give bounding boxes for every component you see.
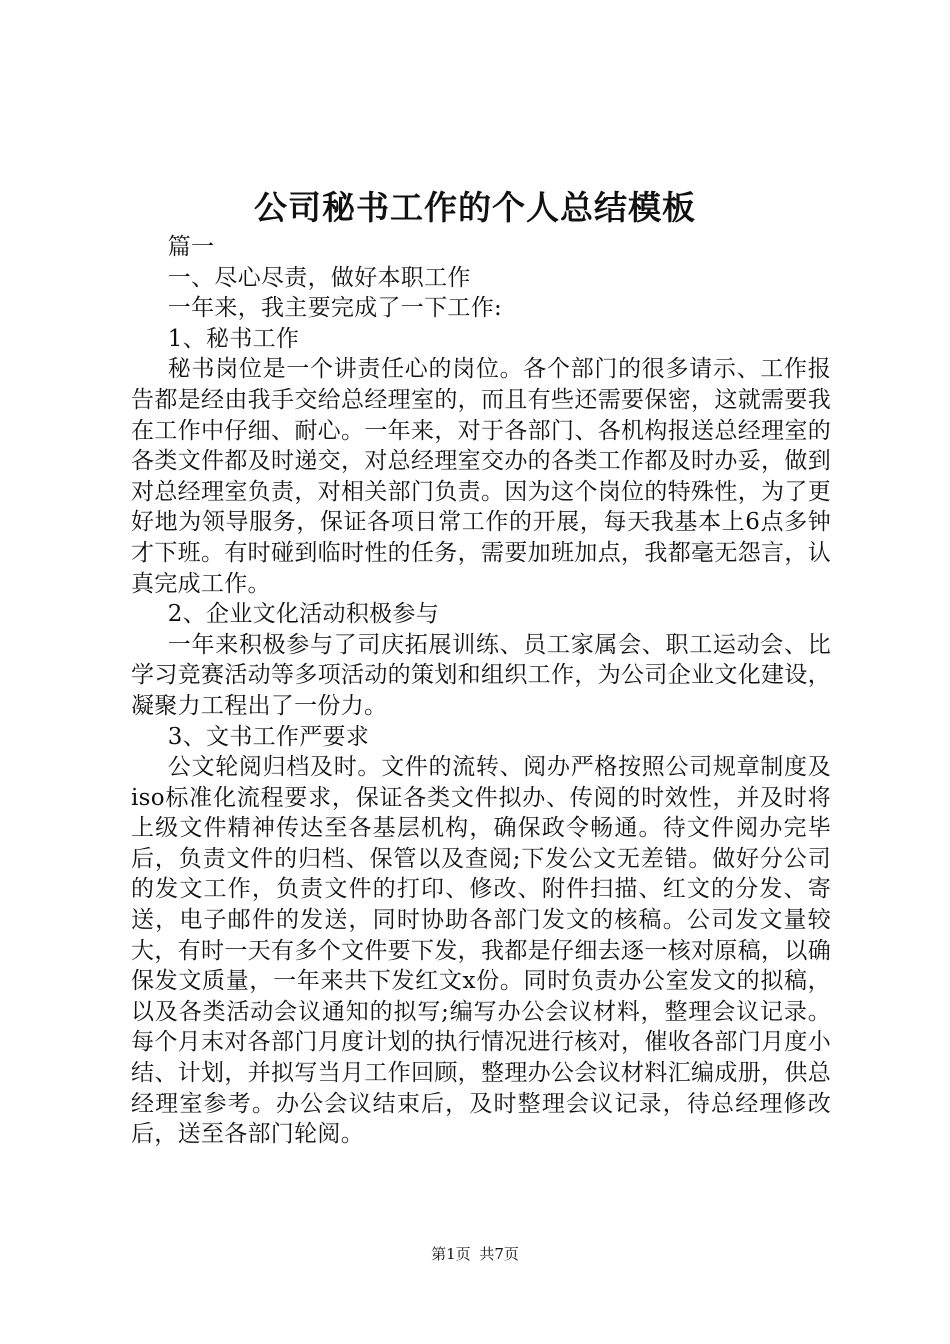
document-title: 公司秘书工作的个人总结模板 xyxy=(254,188,696,227)
section-heading: 一、尽心尽责，做好本职工作 xyxy=(167,264,471,291)
document-body xyxy=(131,232,831,1150)
subsection-heading: 1、秘书工作 xyxy=(167,325,300,352)
body-paragraph: 一年来，我主要完成了一下工作: xyxy=(167,295,503,322)
page-footer xyxy=(0,1243,950,1265)
page-total: 共7页 xyxy=(479,1245,519,1263)
body-paragraph: 一年来积极参与了司庆拓展训练、员工家属会、职工运动会、比学习竞赛活动等多项活动的策划和组织工作，为公司企业文化建设，凝聚力工程出了一份力。 xyxy=(131,631,831,719)
subsection-heading: 2、企业文化活动积极参与 xyxy=(167,601,440,628)
body-paragraph: 秘书岗位是一个讲责任心的岗位。各个部门的很多请示、工作报告都是经由我手交给总经理室的，而且有些还需要保密，这就需要我在工作中仔细、耐心。一年来，对于各部门、各机构报送总经理室的各类文件都及时递交，对总经理室交办的各类工作都及时办妥，做到对总经理室负责，对相关部门负责。因为这个岗位的特殊性，为了更好地为领导服务，保证各项日常工作的开展，每天我基本上6点多钟才下班。有时碰到临时性的任务，需要加班加点，我都毫无怨言，认真完成工作。 xyxy=(131,356,831,597)
page-number: 第1页 xyxy=(431,1245,471,1263)
section-heading: 篇一 xyxy=(167,234,215,260)
subsection-heading: 3、文书工作严要求 xyxy=(167,723,370,750)
body-paragraph: 公文轮阅归档及时。文件的流转、阅办严格按照公司规章制度及iso标准化流程要求，保证各类文件拟办、传阅的时效性，并及时将上级文件精神传达至各基层机构，确保政令畅通。待文件阅办完毕后，负责文件的归档、保管以及查阅;下发公文无差错。做好分公司的发文工作，负责文件的打印、修改、附件扫描、红文的分发、寄送，电子邮件的发送，同时协助各部门发文的核稿。公司发文量较大，有时一天有多个文件要下发，我都是仔细去逐一核对原稿，以确保发文质量，一年来共下发红文x份。同时负责办公室发文的拟稿，以及各类活动会议通知的拟写;编写办公会议材料，整理会议记录。每个月末对各部门月度计划的执行情况进行核对，催收各部门月度小结、计划，并拟写当月工作回顾，整理办公会议材料汇编成册，供总经理室参考。办公会议结束后，及时整理会议记录，待总经理修改后，送至各部门轮阅。 xyxy=(131,754,831,1148)
